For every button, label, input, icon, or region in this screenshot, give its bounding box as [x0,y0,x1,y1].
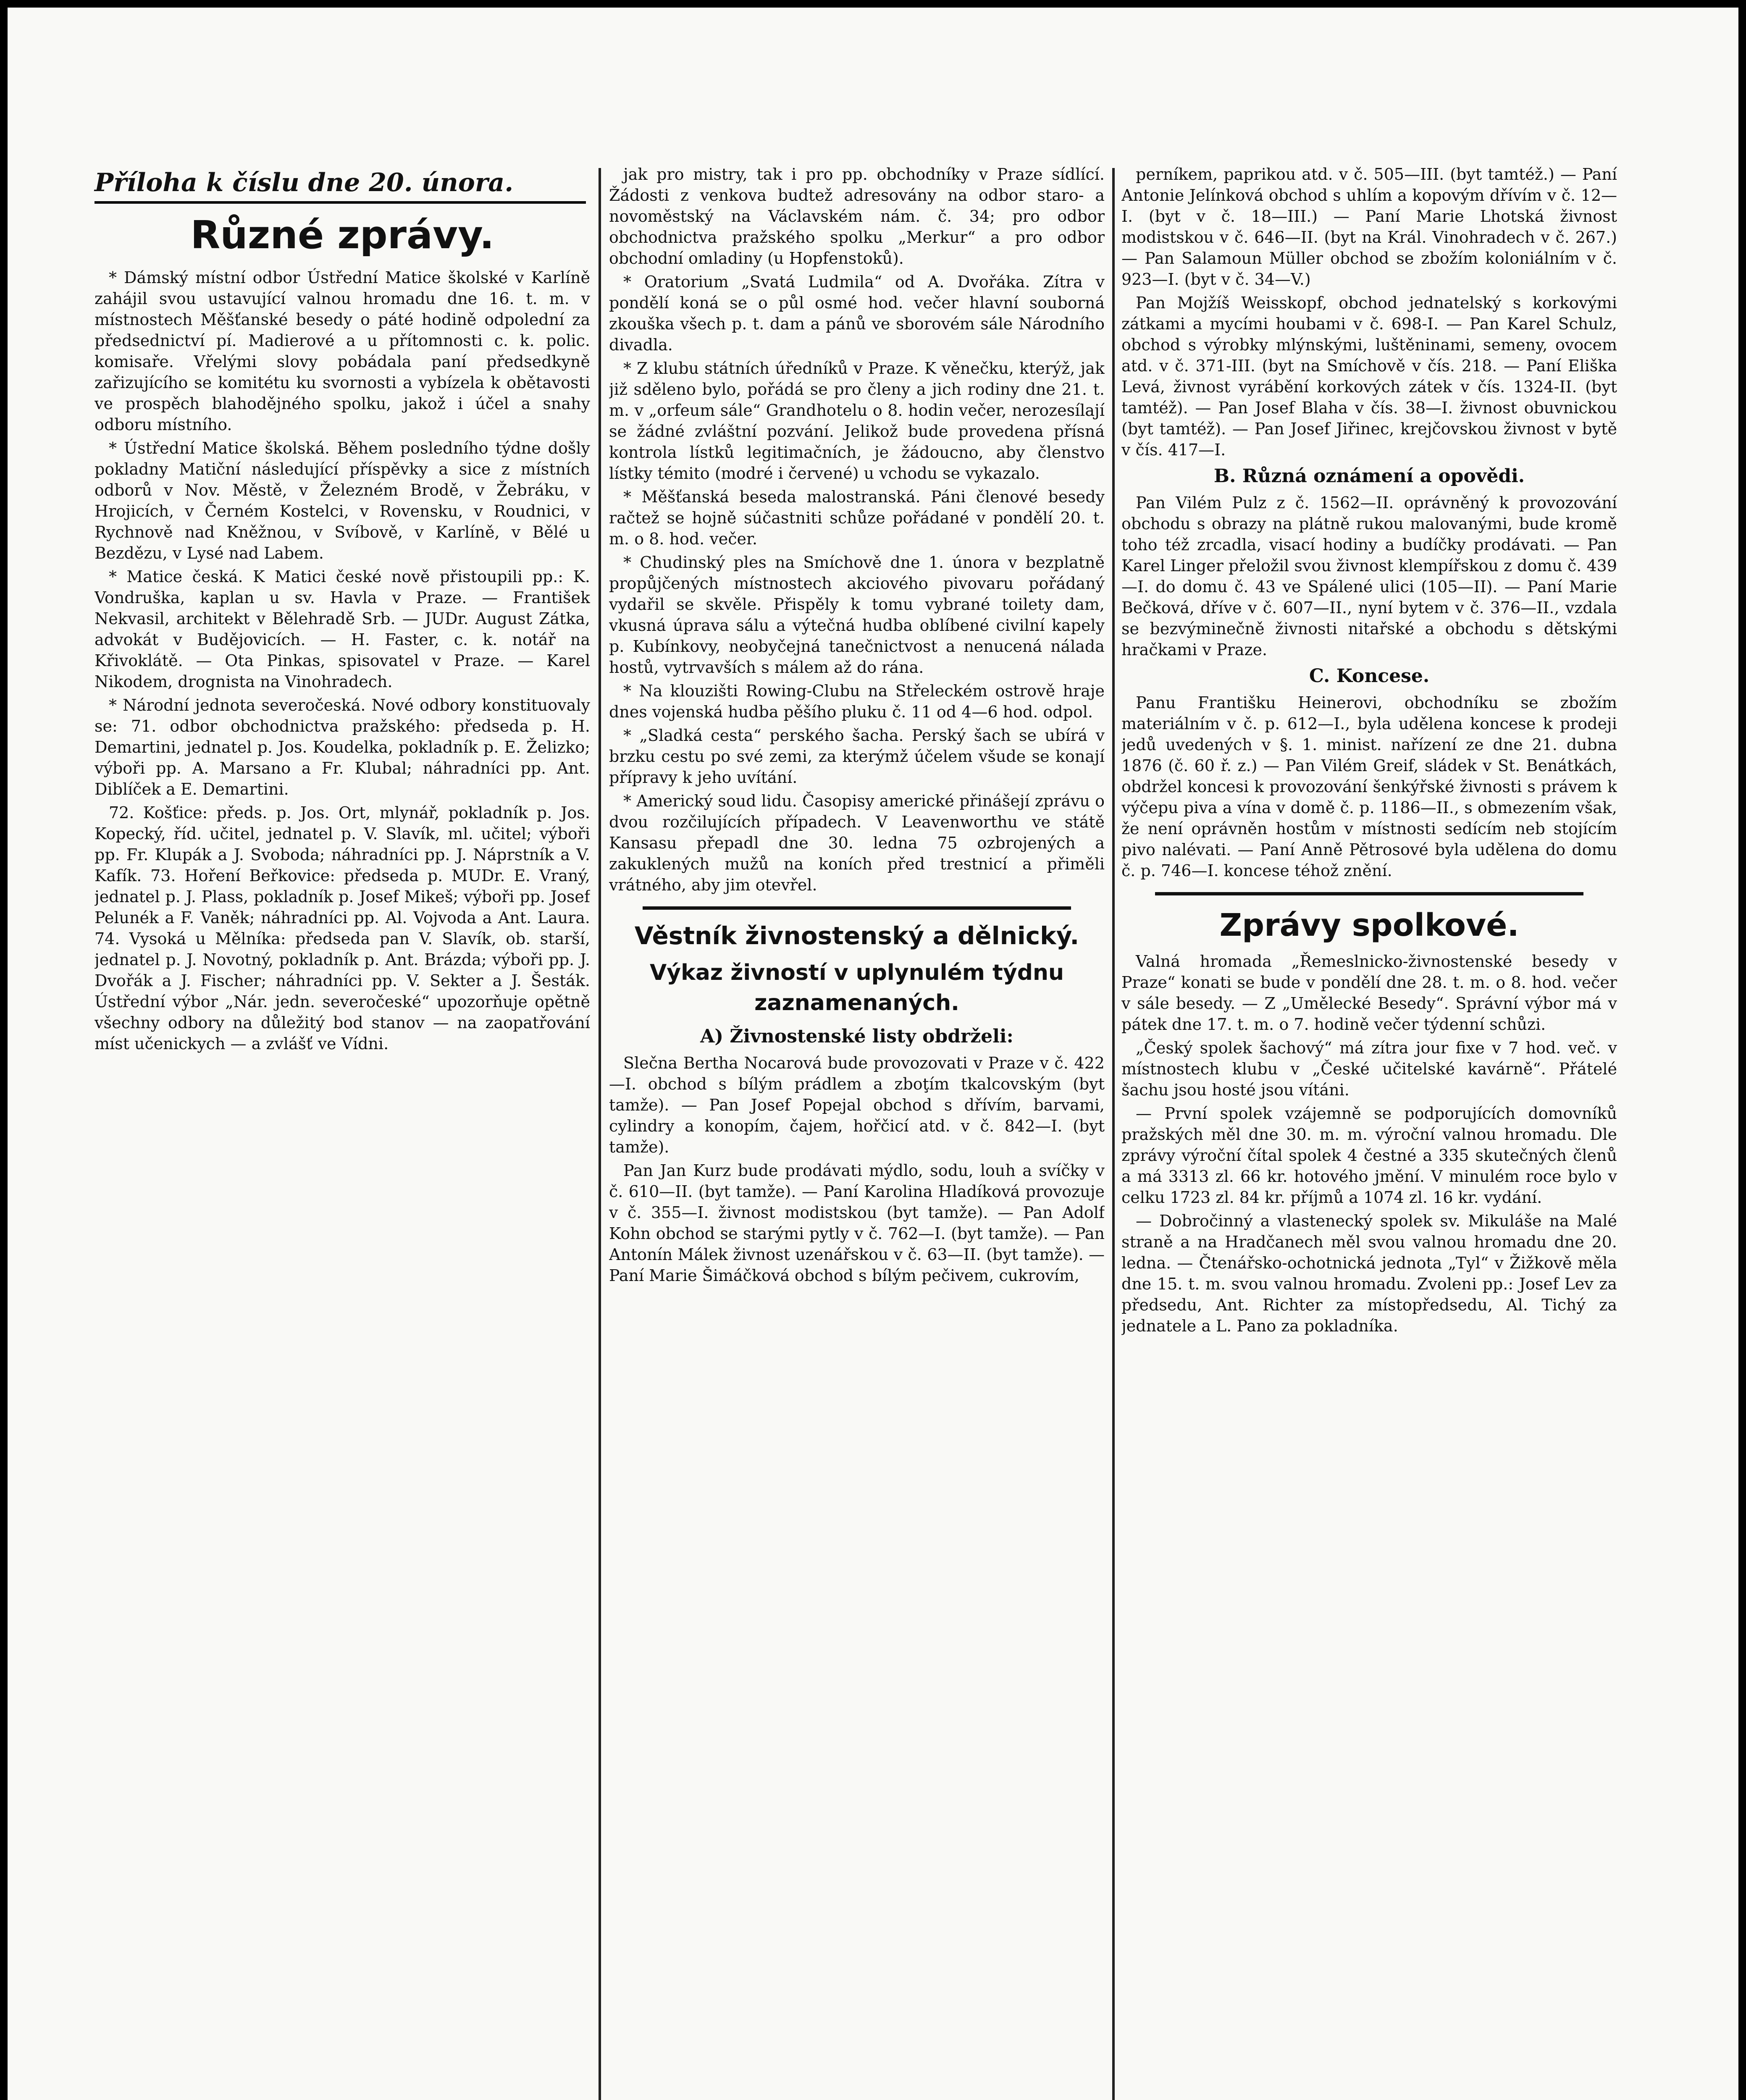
paragraph: * Národní jednota severočeská. Nové odbory konstituovaly se: 71. odbor obchodnictva pražského: předseda p. H. Demartini, jednatel p. Jos. Koudelka, pokladník p. E. Želizko; výboři pp. A. Marsano a Fr. Klubal; náhradníci pp. Ant. Diblíček a E. Demartini. [95,696,590,798]
subsection-b: B. Různá oznámení a opovědi. [1213,465,1525,487]
paragraph: * Ústřední Matice školská. Během posledního týdne došly pokladny Matiční následující příspěvky a sice z místních odborů v Nov. Městě, v Železném Brodě, v Žebráku, v Hrojicích, v Černém Kostelci, v Rovensku, v Roudnici, v Rychnově nad Kněžnou, v Svíbově, v Karlíně, v Bělé u Bezdězu, v Lysé nad Labem. [95,439,590,562]
paragraph: * Dámský místní odbor Ústřední Matice školské v Karlíně zahájil svou ustavující valnou hromadu dne 16. t. m. v místnostech Měšťanské besedy o páté hodině odpolední za předsednictví pí. Madierové a u přítomnosti c. k. polic. komisaře. Vřelými slovy pobádala paní předsedkyně zařizujícího se komitétu ku svornosti a vybízela k obětavosti ve prospěch blahodějného spolku, jakož i účel a snahy odboru místního. [95,268,590,434]
subheading-vykaz: Výkaz živností v uplynulém týdnu zaznamenaných. [649,960,1064,1016]
column-3 [1121,164,1617,2100]
column-2 [609,164,1105,2100]
paragraph: * „Sladká cesta“ perského šacha. Perský šach se ubírá v brzku cestu po své zemi, za kterýmž účelem všude se konají přípravy k jeho uvítání. [609,726,1105,787]
right-border [1738,0,1746,2100]
paragraph: * Matice česká. K Matici české nově přistoupili pp.: K. Vondruška, kaplan u sv. Havla v Praze. — František Nekvasil, architekt v Bělehradě Srb. — JUDr. August Zátka, advokát v Budějovicích. — H. Faster, c. k. notář na Křivoklátě. — Ota Pinkas, spisovatel v Praze. — Karel Nikodem, drognista na Vinohradech. [95,567,590,691]
top-border [0,0,1746,8]
paragraph: — Dobročinný a vlastenecký spolek sv. Mikuláše na Malé straně a na Hradčanech měl svou valnou hromadu dne 20. ledna. — Čtenářsko-ochotnická jednota „Tyl“ v Žižkově měla dne 15. t. m. svou valnou hromadu. Zvoleni pp.: Josef Lev za předsedu, Ant. Richter za místopředsedu, Al. Tichý za jednatele a L. Pano za pokladníka. [1121,1212,1617,1335]
left-border [0,0,8,2100]
paragraph: jak pro mistry, tak i pro pp. obchodníky v Praze sídlící. Žádosti z venkova budtež adresovány na odbor staro- a novoměstský na Václavském nám. č. 34; pro odbor obchodnictva pražského spolku „Merkur“ a pro odbor obchodní omladiny (u Hopfenstoků). [609,165,1105,268]
paragraph: Slečna Bertha Nocarová bude provozovati v Praze v č. 422—I. obchod s bílým prádlem a zboţím tkalcovským (byt tamže). — Pan Josef Popejal obchod s dřívím, barvami, cylindry a konopím, čajem, hořčicí atd. v č. 842—I. (byt tamže). [609,1054,1105,1156]
paragraph: „Český spolek šachový“ má zítra jour fixe v 7 hod. več. v místnostech klubu v „České učitelské kavárně“. Přátelé šachu jsou hosté jsou vítáni. [1121,1039,1617,1099]
supplement-title: Příloha k číslu dne 20. února. [95,166,586,204]
column-rule-1 [599,168,601,2100]
section-divider [1155,892,1583,895]
paragraph: perníkem, paprikou atd. v č. 505—III. (byt tamtéž.) — Paní Antonie Jelínková obchod s uhlím a kopovým dřívím v č. 12—I. (byt v č. 18—III.) — Paní Marie Lhotská živnost modistskou v č. 646—II. (byt na Král. Vinohradech v č. 267.) — Pan Salamoun Müller obchod se zbožím koloniálním v č. 923—I. (byt v č. 34—V.) [1121,165,1617,289]
heading-vestnik: Věstník živnostenský a dělnický. [634,921,1079,950]
subsection-c: C. Koncese. [1309,665,1430,687]
heading-ruzne-zpravy: Různé zprávy. [190,213,494,257]
paragraph: Pan Mojžíš Weisskopf, obchod jednatelský s korkovými zátkami a mycími houbami v č. 698-I. — Pan Karel Schulz, obchod s výrobky mlýnskými, luštěninami, semeny, ovocem atd. v č. 371-III. (byt na Smíchově v čís. 218. — Paní Eliška Levá, živnost vyrábění korkových zátek v čís. 1324-II. (byt tamtéž). — Pan Josef Blaha v čís. 38—I. živnost obuvnickou (byt tamtéž). — Pan Josef Jiřinec, krejčovskou živnost v bytě v čís. 417—I. [1121,294,1617,459]
column-1 [95,206,590,2100]
heading-zpravy-spolkove: Zprávy spolkové. [1219,907,1519,943]
paragraph: Valná hromada „Řemeslnicko-živnostenské besedy v Praze“ konati se bude v pondělí dne 28. t. m. o 8. hod. večer v sále besedy. — Z „Umělecké Besedy“. Správní výbor má v pátek dne 17. t. m. o 7. hodině večer týdenní schůzi. [1121,952,1617,1034]
paragraph: Pan Vilém Pulz z č. 1562—II. oprávněný k provozování obchodu s obrazy na plátně rukou malovanými, bude kromě toho též zrcadla, visací hodiny a budíčky prodávati. — Pan Karel Linger přeložil svou živnost klempířskou z domu č. 439—I. do domu č. 43 ve Spálené ulici (105—II). — Paní Marie Bečková, dříve v č. 607—II., nyní bytem v č. 376—II., vzdala se bezvýminečně živnosti nitařské a obchodu s dětskými hračkami v Praze. [1121,494,1617,659]
column-rule-2 [1112,168,1115,2100]
paragraph: — První spolek vzájemně se podporujících domovníků pražských měl dne 30. m. m. výroční valnou hromadu. Dle zprávy výroční čítal spolek 4 čestné a 335 skutečných členů a má 3313 zl. 66 kr. hotového jmění. V minulém roce bylo v celku 1723 zl. 84 kr. příjmů a 1074 zl. 16 kr. vydání. [1121,1104,1617,1207]
paragraph: * Z klubu státních úředníků v Praze. K věnečku, kterýž, jak již sděleno bylo, pořádá se pro členy a jich rodiny dne 21. t. m. v „orfeum sále“ Grandhotelu o 8. hodin večer, nerozesílají se žádné zvláštní pozvání. Jelikož bude provedena přísná kontrola lístků legitimačních, je žádoucno, aby členstvo lístky témito (modré i červené) u vchodu se vykazalo. [609,359,1105,483]
paragraph: * Na klouzišti Rowing-Clubu na Střeleckém ostrově hraje dnes vojenská hudba pěšího pluku č. 11 od 4—6 hod. odpol. [609,682,1105,721]
paragraph: * Chudinský ples na Smíchově dne 1. února v bezplatně propůjčených místnostech akciového pivovaru pořádaný vydařil se skvěle. Přispěly k tomu vybrané toilety dam, vkusná úprava sálu a výtečná hudba oblíbené civilní kapely p. Kubínkovy, neobyčejná tanečnictvost a nenucená nálada hostů, vytrvavších s málem až do rána. [609,553,1105,677]
subsection-a: A) Živnostenské listy obdrželi: [700,1026,1013,1047]
paragraph: 72. Košťice: předs. p. Jos. Ort, mlynář, pokladník p. Jos. Kopecký, říd. učitel, jednatel p. V. Slavík, ml. učitel; výboři pp. Fr. Klupák a J. Svoboda; náhradníci pp. J. Náprstník a V. Kafík. 73. Hoření Beřkovice: předseda p. MUDr. E. Vraný, jednatel p. J. Plass, pokladník p. Josef Mikeš; výboři pp. Josef Pelunék a F. Vaněk; náhradníci pp. Al. Vojvoda a Ant. Laura. 74. Vysoká u Mělníka: předseda pan V. Slavík, ob. starší, jednatel p. J. Novotný, pokladník p. Ant. Brázda; výboři pp. J. Dvořák a J. Fischer; náhradníci pp. V. Sekter a J. Šesták. Ústřední výbor „Nár. jedn. severočeské“ upozorňuje opětně všechny odbory na důležitý bod stanov — na zaopatřování míst učenickych — a zvlášť ve Vídni. [95,803,590,1053]
section-divider [643,906,1071,910]
paragraph: * Americký soud lidu. Časopisy americké přinášejí zprávu o dvou rozčilujících případech. V Leavenworthu ve státě Kansasu přepadl dne 30. ledna 75 ozbrojených a zakuklených mužů na koních před trestnicí a přiměli vrátného, aby jim otevřel. [609,792,1105,894]
paragraph: * Měšťanská beseda malostranská. Páni členové besedy račtež se hojně súčastniti schůze pořádané v pondělí 20. t. m. o 8. hod. večer. [609,488,1105,548]
paragraph: Panu Františku Heinerovi, obchodníku se zbožím materiálním v č. p. 612—I., byla udělena koncese k prodeji jedů uvedených v §. 1. minist. nařízení ze dne 21. dubna 1876 (č. 60 ř. z.) — Pan Vilém Greif, sládek v St. Benátkách, obdržel koncesi k provozování šenkýřské živnosti s právem k výčepu piva a vína v domě č. p. 1186—II., s obmezením však, že není oprávněn hostům v místnosti sedícím neb stojícím pivo nalévati. — Paní Anně Pětrosové byla udělena do domu č. p. 746—I. koncese téhož znění. [1121,693,1617,880]
paragraph: * Oratorium „Svatá Ludmila“ od A. Dvořáka. Zítra v pondělí koná se o půl osmé hod. večer hlavní souborná zkouška všech p. t. dam a pánů ve sborovém sále Národního divadla. [609,273,1105,354]
paragraph: Pan Jan Kurz bude prodávati mýdlo, sodu, louh a svíčky v č. 610—II. (byt tamže). — Paní Karolina Hladíková provozuje v č. 355—I. živnost modistskou (byt tamže). — Pan Adolf Kohn obchod se starými pytly v č. 762—I. (byt tamže). — Pan Antonín Málek živnost uzenářskou v č. 63—II. (byt tamže). — Paní Marie Šimáčková obchod s bílým pečivem, cukrovím, [609,1161,1105,1285]
